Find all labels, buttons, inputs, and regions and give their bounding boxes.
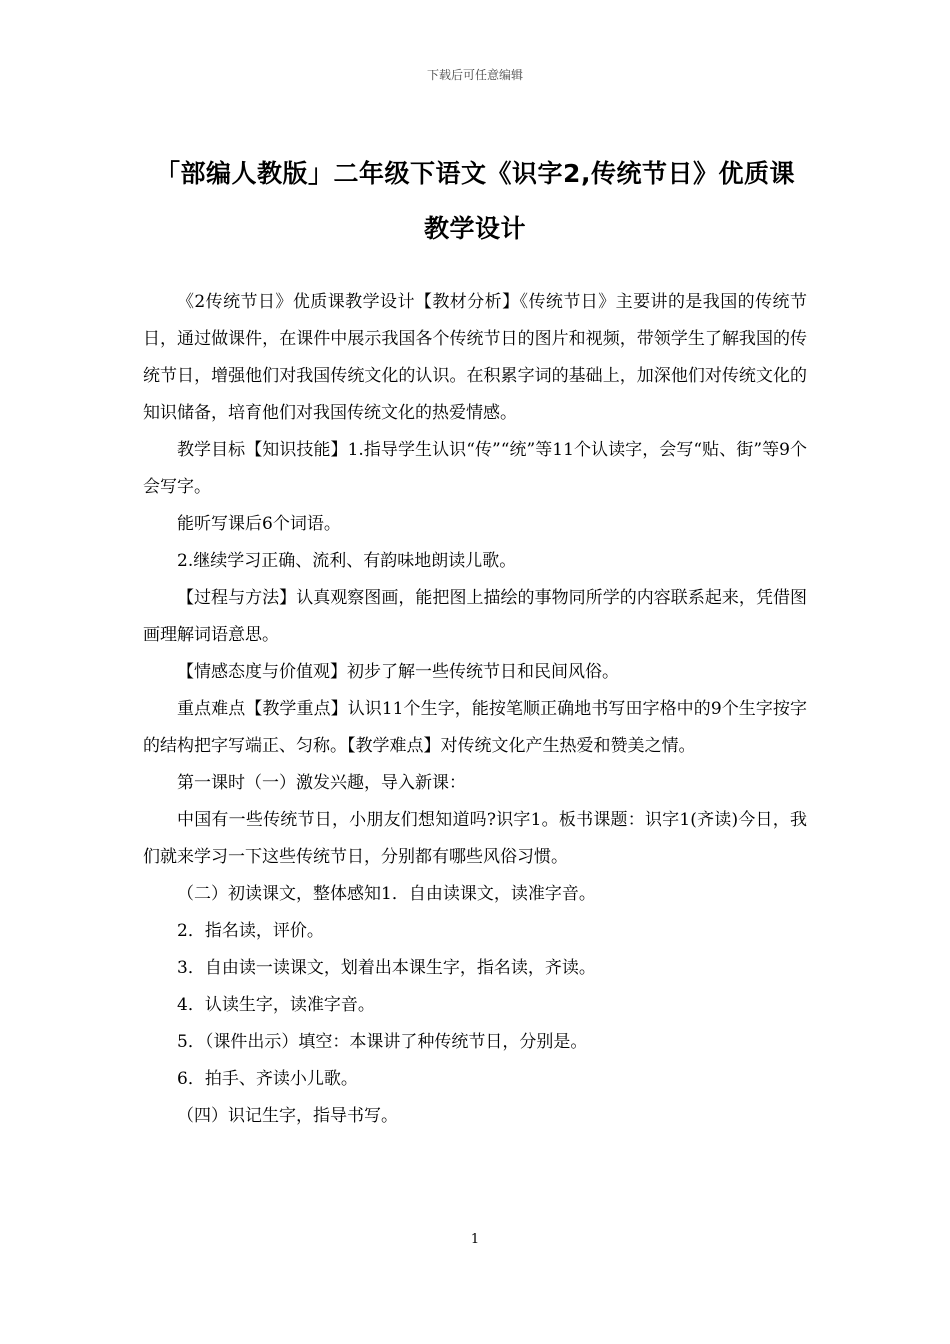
paragraph-section-four: （四）识记生字，指导书写。	[177, 1106, 398, 1126]
paragraph-reading-goal: 2.继续学习正确、流利、有韵味地朗读儿歌。	[177, 551, 517, 571]
paragraph-material-analysis: 《2传统节日》优质课教学设计【教材分析】《传统节日》主要讲的是我国的传统节日，通过做课件，在课件中展示我国各个传统节日的图片和视频，带领学生了解我国的传统节日，增强他们对我国传统文化的认识。在积累字词的基础上，加深他们对传统文化的知识储备，培育他们对我国传统文化的热爱情感。	[143, 292, 807, 423]
paragraph-key-difficulties: 重点难点【教学重点】认识11个生字，能按笔顺正确地书写田字格中的9个生字按字的结构把字写端正、匀称。【教学难点】对传统文化产生热爱和赞美之情。	[143, 699, 807, 756]
paragraph-step-4: 4．认读生字，读准字音。	[177, 995, 375, 1015]
paragraph-step-2: 2．指名读，评价。	[177, 921, 324, 941]
page-number: 1	[470, 1232, 480, 1247]
paragraph-step-3: 3．自由读一读课文，划着出本课生字，指名读，齐读。	[177, 958, 596, 978]
document-body	[143, 284, 807, 1135]
paragraph-step-5: 5．（课件出示）填空：本课讲了种传统节日，分别是。	[177, 1032, 588, 1052]
page-header-note: 下载后可任意编辑	[426, 68, 523, 82]
paragraph-teaching-goals: 教学目标【知识技能】1.指导学生认识“传”“统”等11个认读字，会写“贴、街”等9个会写字。	[143, 440, 807, 497]
paragraph-dictation: 能听写课后6个词语。	[177, 514, 341, 534]
document-title	[120, 146, 830, 256]
paragraph-first-reading: （二）初读课文，整体感知1．自由读课文，读准字音。	[177, 884, 596, 904]
paragraph-process-method: 【过程与方法】认真观察图画，能把图上描绘的事物同所学的内容联系起来，凭借图画理解词语意思。	[143, 588, 807, 645]
title-line-1: 「部编人教版」二年级下语文《识字2,传统节日》优质课	[155, 159, 795, 188]
paragraph-introduction: 中国有一些传统节日，小朋友们想知道吗?识字1。板书课题：识字1(齐读)今日，我们就来学习一下这些传统节日，分别都有哪些风俗习惯。	[143, 810, 807, 867]
paragraph-emotion-values: 【情感态度与价值观】初步了解一些传统节日和民间风俗。	[177, 662, 619, 682]
paragraph-lesson-one: 第一课时（一）激发兴趣，导入新课：	[177, 773, 466, 793]
paragraph-step-6: 6．拍手、齐读小儿歌。	[177, 1069, 358, 1089]
title-line-2: 教学设计	[423, 214, 526, 243]
